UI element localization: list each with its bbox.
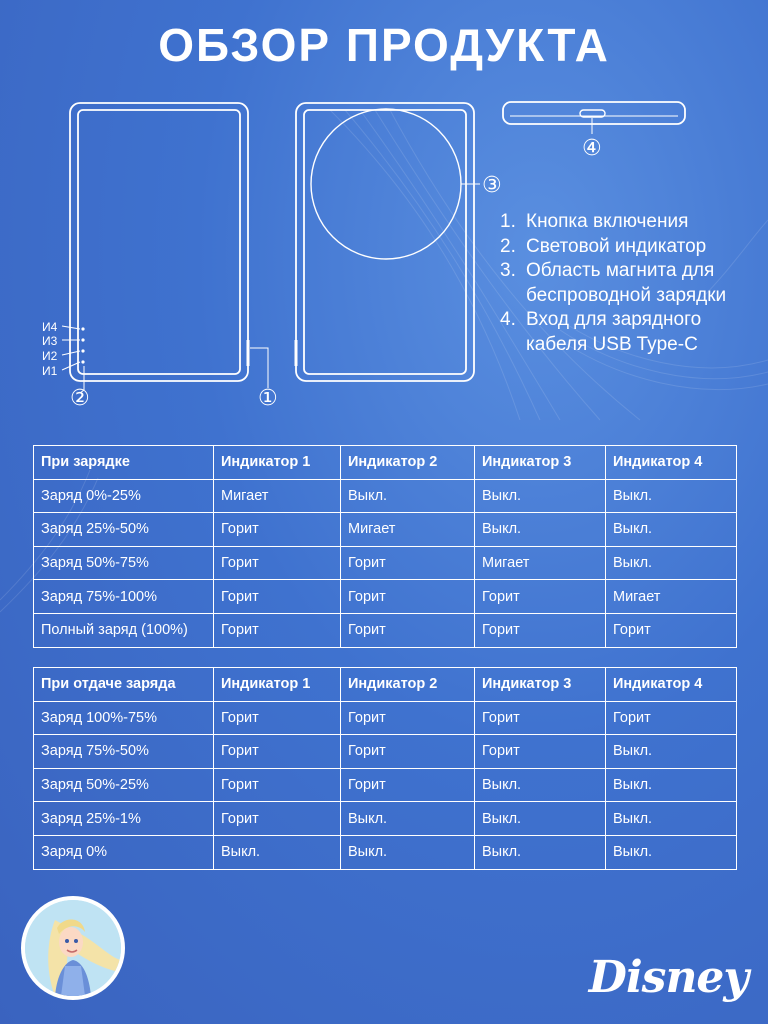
callout-usb-port: ④ [582, 136, 602, 161]
indicator-label-1: И1 [42, 364, 58, 378]
power-button-leader [250, 348, 268, 388]
header-indicator-2: Индикатор 2 [341, 446, 475, 480]
table-header-row [34, 668, 737, 702]
parts-legend [500, 210, 760, 357]
table-cell: Выкл. [606, 768, 737, 802]
table-header-row [34, 446, 737, 480]
table-row [34, 835, 737, 869]
table-cell: Горит [341, 580, 475, 614]
callout-power-button: ① [258, 386, 278, 411]
table-row [34, 802, 737, 836]
table-cell: Заряд 25%-50% [34, 513, 214, 547]
table-cell: Горит [606, 613, 737, 647]
header-mode: При отдаче заряда [34, 668, 214, 702]
table-cell: Горит [214, 768, 341, 802]
table-row [34, 513, 737, 547]
table-cell: Выкл. [606, 513, 737, 547]
header-indicator-4: Индикатор 4 [606, 446, 737, 480]
table-cell: Горит [341, 735, 475, 769]
table-row [34, 768, 737, 802]
table-cell: Выкл. [341, 802, 475, 836]
legend-item-power-button [500, 210, 760, 235]
header-indicator-1: Индикатор 1 [214, 668, 341, 702]
table-cell: Горит [475, 701, 606, 735]
table-row [34, 701, 737, 735]
table-cell: Выкл. [606, 735, 737, 769]
indicator-label-2: И2 [42, 349, 58, 363]
table-cell: Заряд 25%-1% [34, 802, 214, 836]
table-cell: Выкл. [475, 513, 606, 547]
charging-indicator-table [33, 445, 737, 648]
table-cell: Выкл. [606, 479, 737, 513]
table-row [34, 735, 737, 769]
table-cell: Выкл. [606, 802, 737, 836]
indicator-dots [81, 327, 84, 363]
table-cell: Горит [214, 802, 341, 836]
legend-number: 4. [500, 309, 516, 330]
table-cell: Горит [475, 580, 606, 614]
table-row [34, 580, 737, 614]
table-cell: Выкл. [606, 835, 737, 869]
table-cell: Выкл. [475, 802, 606, 836]
character-illustration [25, 900, 121, 996]
table-row [34, 546, 737, 580]
table-cell: Мигает [606, 580, 737, 614]
disney-logo: Disney [588, 952, 748, 1003]
table-cell: Горит [214, 701, 341, 735]
table-cell: Заряд 50%-75% [34, 546, 214, 580]
discharging-indicator-table [33, 667, 737, 870]
table-cell: Горит [341, 546, 475, 580]
table-row [34, 479, 737, 513]
table-cell: Горит [475, 613, 606, 647]
header-mode: При зарядке [34, 446, 214, 480]
table-cell: Полный заряд (100%) [34, 613, 214, 647]
table-cell: Выкл. [475, 768, 606, 802]
table-cell: Мигает [214, 479, 341, 513]
legend-text: Кнопка включения [526, 211, 689, 232]
indicator-leader-lines [62, 326, 84, 393]
table-cell: Выкл. [475, 479, 606, 513]
indicator-label-3: И3 [42, 334, 58, 348]
legend-number: 2. [500, 235, 516, 257]
table-cell: Выкл. [214, 835, 341, 869]
table-cell: Горит [341, 701, 475, 735]
table-cell: Горит [341, 768, 475, 802]
header-indicator-3: Индикатор 3 [475, 668, 606, 702]
table-cell: Заряд 75%-100% [34, 580, 214, 614]
header-indicator-2: Индикатор 2 [341, 668, 475, 702]
indicator-label-4: И4 [42, 320, 58, 334]
table-cell: Горит [214, 513, 341, 547]
legend-item-indicator [500, 235, 760, 260]
legend-number: 1. [500, 211, 516, 232]
callout-indicator: ② [70, 386, 90, 411]
table-cell: Выкл. [341, 479, 475, 513]
table-cell: Заряд 75%-50% [34, 735, 214, 769]
table-cell: Горит [214, 735, 341, 769]
table-cell: Выкл. [341, 835, 475, 869]
table-cell: Горит [341, 613, 475, 647]
legend-text: Область магнита для беспроводной зарядки [526, 260, 727, 306]
table-cell: Горит [214, 546, 341, 580]
table-cell: Заряд 100%-75% [34, 701, 214, 735]
legend-item-usb-port [500, 308, 760, 357]
elsa-avatar [21, 896, 125, 1000]
header-indicator-3: Индикатор 3 [475, 446, 606, 480]
table-cell: Горит [214, 580, 341, 614]
table-cell: Горит [214, 613, 341, 647]
table-cell: Горит [475, 735, 606, 769]
legend-text: Световой индикатор [526, 235, 707, 257]
table-cell: Мигает [475, 546, 606, 580]
legend-text: Вход для зарядного кабеля USB Type-C [526, 309, 702, 355]
device-front-view [70, 103, 248, 381]
table-cell: Выкл. [475, 835, 606, 869]
table-cell: Заряд 0%-25% [34, 479, 214, 513]
table-cell: Мигает [341, 513, 475, 547]
page-title: ОБЗОР ПРОДУКТА [158, 19, 610, 71]
table-cell: Горит [606, 701, 737, 735]
device-back-view [296, 103, 474, 381]
table-row [34, 613, 737, 647]
table-cell: Заряд 0% [34, 835, 214, 869]
header-indicator-1: Индикатор 1 [214, 446, 341, 480]
callout-magnet-area: ③ [482, 173, 502, 198]
device-edge-view [503, 102, 685, 124]
legend-number: 3. [500, 260, 516, 281]
table-cell: Заряд 50%-25% [34, 768, 214, 802]
legend-item-magnet-area [500, 259, 760, 308]
header-indicator-4: Индикатор 4 [606, 668, 737, 702]
table-cell: Выкл. [606, 546, 737, 580]
